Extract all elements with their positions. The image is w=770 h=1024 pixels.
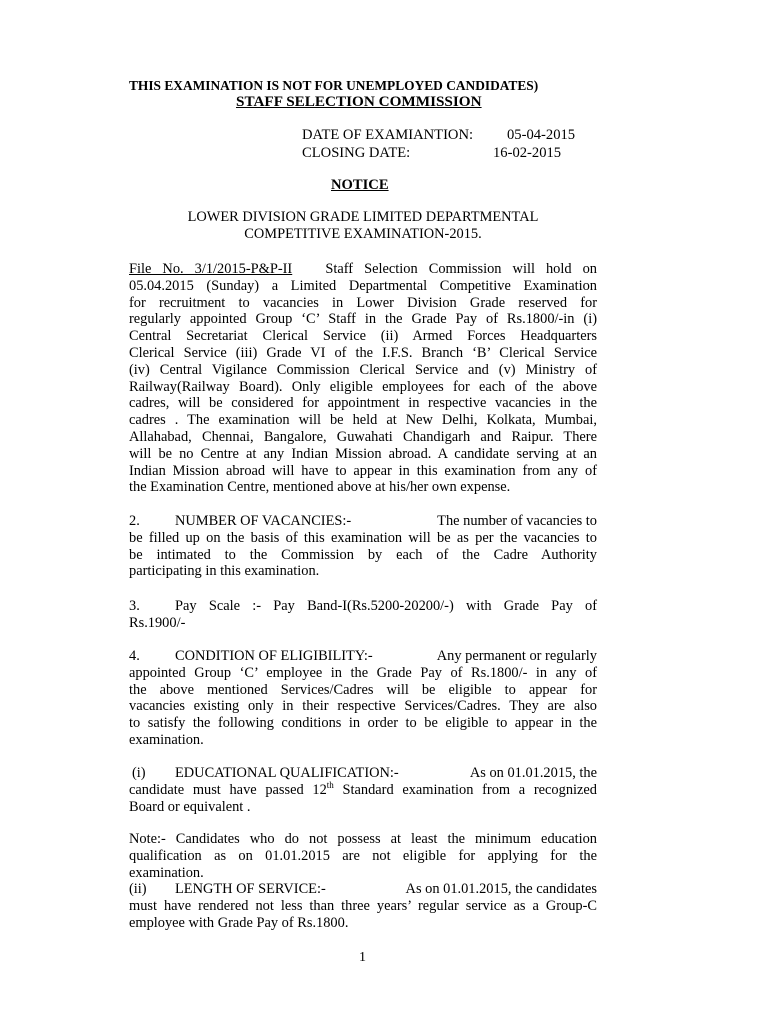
paragraph-line: Railway(Railway Board). Only eligible employees for each of the above <box>129 378 597 395</box>
paragraph-line: Allahabad, Chennai, Bangalore, Guwahati Chandigarh and Raipur. There <box>129 428 597 445</box>
paragraph-line: cadres . The examination will be held at New Delhi, Kolkata, Mumbai, <box>129 412 597 429</box>
paragraph-line: employee with Grade Pay of Rs.1800. <box>129 914 349 931</box>
closing-date-value: 16-02-2015 <box>493 145 562 161</box>
closing-date-label: CLOSING DATE: <box>302 145 411 161</box>
paragraph-line: Board or equivalent . <box>129 798 251 815</box>
section-heading-line <box>129 765 597 782</box>
disclaimer-heading: THIS EXAMINATION IS NOT FOR UNEMPLOYED CANDIDATES) <box>129 78 539 93</box>
paragraph-line: regularly appointed Group ‘C’ Staff in the Grade Pay of Rs.1800/-in (i) <box>129 311 597 328</box>
section-heading-line <box>129 881 597 898</box>
exam-title <box>130 209 596 243</box>
paragraph-line: Central Secretariat Clerical Service (ii) Armed Forces Headquarters <box>129 328 597 345</box>
section-heading-line <box>129 598 597 615</box>
section-heading-line <box>129 513 597 530</box>
paragraph-text: Staff Selection Commission will hold on <box>325 261 598 277</box>
section-heading-line <box>129 648 597 665</box>
section-number: 3. <box>129 598 140 614</box>
section-heading: NUMBER OF VACANCIES:- <box>175 513 352 529</box>
paragraph-line: cadres, will be considered for appointment in respective vacancies in the <box>129 395 597 412</box>
section-text: The number of vacancies to <box>437 513 597 529</box>
file-number: File No. 3/1/2015-P&P-II <box>129 261 293 277</box>
section-text: Any permanent or regularly <box>436 648 597 664</box>
page-number: 1 <box>359 950 366 965</box>
closing-date-row <box>302 145 598 162</box>
exam-title-line: COMPETITIVE EXAMINATION-2015. <box>244 225 482 242</box>
paragraph-line: Indian Mission abroad will have to appear in this examination from any of <box>129 462 597 479</box>
paragraph-line: must have rendered not less than three years’ regular service as a Group-C <box>129 897 597 914</box>
paragraph-line: qualification as on 01.01.2015 are not eligible for applying for the <box>129 847 597 864</box>
note-paragraph <box>129 831 597 881</box>
paragraph-line: 05.04.2015 (Sunday) a Limited Departmental Competitive Examination <box>129 277 597 294</box>
paragraph-line: participating in this examination. <box>129 563 320 580</box>
exam-date-label: DATE OF EXAMIANTION: <box>302 127 474 143</box>
paragraph-line <box>129 261 597 278</box>
paragraph-text: candidate must have passed 12 <box>129 781 327 798</box>
section-text: As on 01.01.2015, the candidates <box>405 881 597 897</box>
paragraph-text: Standard examination from a recognized <box>333 781 597 798</box>
intro-paragraph <box>129 261 597 496</box>
exam-date-value: 05-04-2015 <box>507 127 576 143</box>
paragraph-line: be filled up on the basis of this examination will be as per the vacancies to <box>129 529 597 546</box>
paragraph-line <box>129 782 597 799</box>
paragraph-line: will be no Centre at any Indian Mission abroad. A candidate serving at an <box>129 445 597 462</box>
paragraph-line: examination. <box>129 731 204 748</box>
section-heading: CONDITION OF ELIGIBILITY:- <box>175 648 373 664</box>
paragraph-line: for recruitment to vacancies in Lower Division Grade reserved for <box>129 294 597 311</box>
section-length-of-service <box>129 881 597 931</box>
paragraph-line: Note:- Candidates who do not possess at least the minimum education <box>129 831 597 847</box>
paragraph-line: the above mentioned Services/Cadres will be eligible to appear for <box>129 681 597 698</box>
section-number: (i) <box>132 765 146 781</box>
notice-heading: NOTICE <box>331 177 389 193</box>
section-pay-scale <box>129 598 597 632</box>
section-heading: LENGTH OF SERVICE:- <box>175 881 326 897</box>
section-number: (ii) <box>129 881 147 897</box>
commission-title: STAFF SELECTION COMMISSION <box>236 93 482 110</box>
section-text: Pay Scale :- Pay Band-I(Rs.5200-20200/-) with Grade Pay of <box>175 598 597 614</box>
paragraph-line: (iv) Central Vigilance Commission Clerical Service and (v) Ministry of <box>129 361 597 378</box>
exam-title-line: LOWER DIVISION GRADE LIMITED DEPARTMENTAL <box>187 209 539 225</box>
section-heading: EDUCATIONAL QUALIFICATION:- <box>175 765 399 781</box>
paragraph-line: vacancies existing only in their respective Services/Cadres. They are also <box>129 698 597 715</box>
paragraph-line: the Examination Centre, mentioned above at his/her own expense. <box>129 479 511 496</box>
section-educational-qualification <box>129 765 597 815</box>
paragraph-line: be intimated to the Commission by each of the Cadre Authority <box>129 546 597 563</box>
paragraph-line: appointed Group ‘C’ employee in the Grade Pay of Rs.1800/- in any of <box>129 664 597 681</box>
section-number: 2. <box>129 513 140 529</box>
section-number: 4. <box>129 648 140 664</box>
exam-date-row <box>302 127 598 144</box>
paragraph-line: examination. <box>129 864 204 881</box>
section-vacancies <box>129 513 597 580</box>
superscript: th <box>326 780 334 790</box>
paragraph-line: Rs.1900/- <box>129 614 186 631</box>
section-eligibility <box>129 648 597 749</box>
paragraph-line: Clerical Service (iii) Grade VI of the I.F.S. Branch ‘B’ Clerical Service <box>129 344 597 361</box>
paragraph-line: to satisfy the following conditions in order to be eligible to appear in the <box>129 715 597 732</box>
section-text: As on 01.01.2015, the <box>469 765 597 781</box>
